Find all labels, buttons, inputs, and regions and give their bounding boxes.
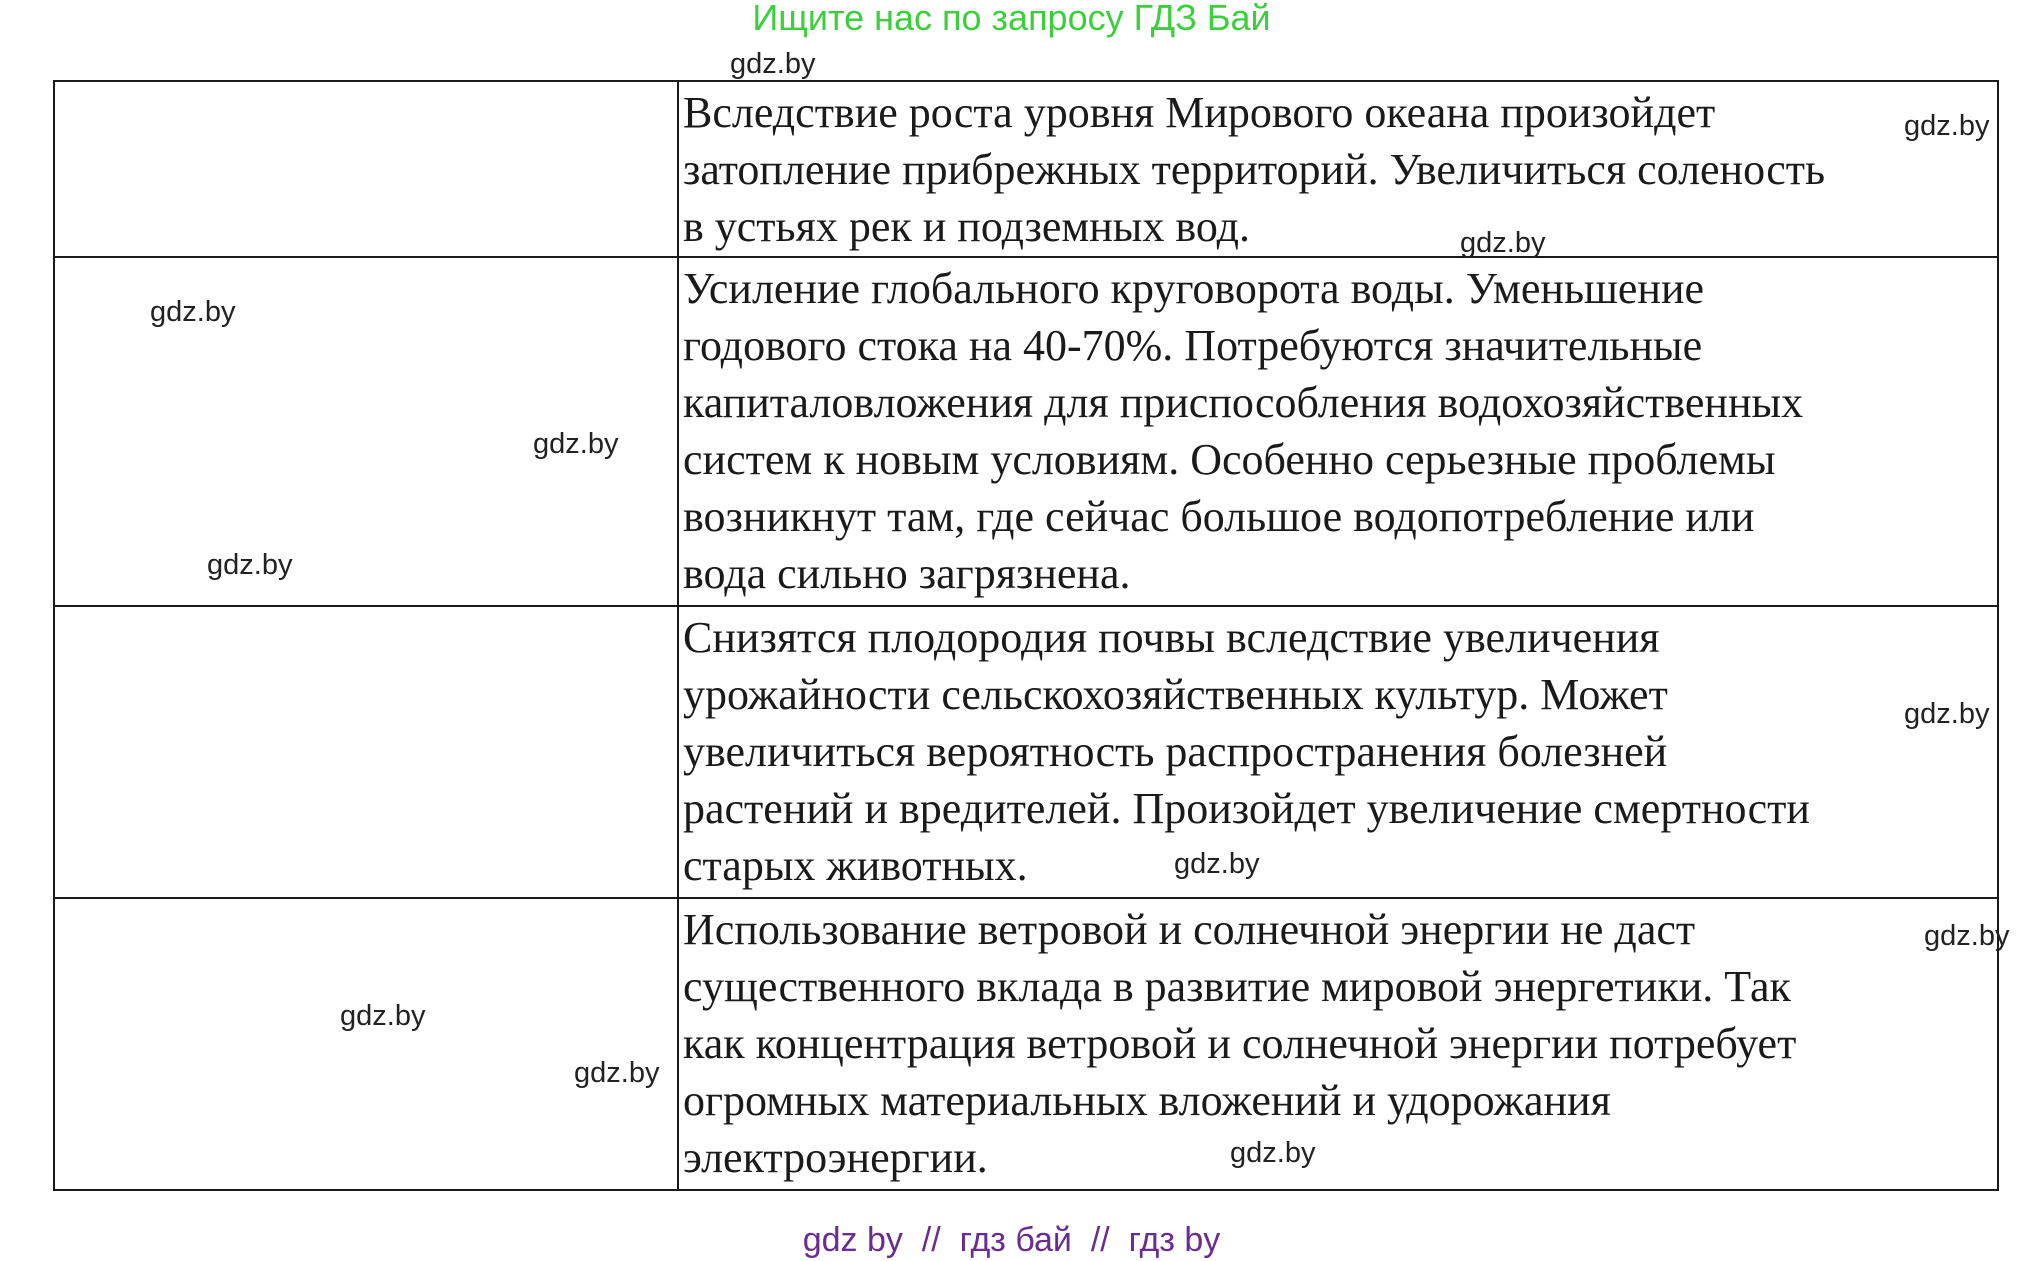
watermark: gdz.by (207, 549, 293, 581)
table-cell-left (54, 898, 678, 1190)
cell-line: существенного вклада в развитие мировой энергетики. Так (683, 962, 1791, 1011)
cell-line: растений и вредителей. Произойдет увеличение смертности (683, 784, 1810, 833)
footer-links: gdz by // гдз бай // гдз by (802, 1221, 1221, 1259)
cell-line: в устьях рек и подземных вод. (683, 202, 1250, 251)
watermark: gdz.by (1904, 698, 1990, 730)
cell-line: вода сильно загрязнена. (683, 549, 1131, 598)
cell-line: электроэнергии. (683, 1133, 988, 1182)
table-row (54, 81, 1998, 257)
table-cell-right (678, 606, 1998, 898)
table-row (54, 898, 1998, 1190)
cell-line: огромных материальных вложений и удорожания (683, 1076, 1611, 1125)
cell-line: Использование ветровой и солнечной энергии не даст (683, 905, 1696, 954)
watermark: gdz.by (1904, 110, 1990, 142)
cell-line: как концентрация ветровой и солнечной энергии потребует (683, 1019, 1797, 1068)
watermark: gdz.by (150, 296, 236, 328)
table-cell-left (54, 81, 678, 257)
watermark: gdz.by (533, 428, 619, 460)
cell-line: урожайности сельскохозяйственных культур. Может (683, 670, 1668, 719)
watermark: gdz.by (1924, 920, 2010, 952)
cell-line: Снизятся плодородия почвы вследствие увеличения (683, 613, 1660, 662)
cell-line: систем к новым условиям. Особенно серьезные проблемы (683, 435, 1776, 484)
cell-line: увеличиться вероятность распространения болезней (683, 727, 1668, 776)
cell-line: годового стока на 40-70%. Потребуются значительные (683, 321, 1703, 370)
watermark: gdz.by (340, 1000, 426, 1032)
search-hint-banner: Ищите нас по запросу ГДЗ Бай (752, 0, 1271, 38)
watermark: gdz.by (1460, 227, 1546, 259)
table-cell-right (678, 81, 1998, 257)
table-row (54, 606, 1998, 898)
table-cell-left (54, 606, 678, 898)
watermark: gdz.by (574, 1057, 660, 1089)
table-cell-right (678, 898, 1998, 1190)
watermark: gdz.by (1174, 848, 1260, 880)
cell-line: затопление прибрежных территорий. Увеличиться соленость (683, 145, 1826, 194)
table-row (54, 257, 1998, 606)
cell-line: Вследствие роста уровня Мирового океана произойдет (683, 88, 1716, 137)
cell-line: Усиление глобального круговорота воды. Уменьшение (683, 264, 1705, 313)
cell-line: старых животных. (683, 841, 1028, 890)
table-cell-right (678, 257, 1998, 606)
cell-line: капиталовложения для приспособления водохозяйственных (683, 378, 1804, 427)
watermark: gdz.by (730, 48, 816, 80)
watermark: gdz.by (1230, 1137, 1316, 1169)
cell-line: возникнут там, где сейчас большое водопотребление или (683, 492, 1755, 541)
